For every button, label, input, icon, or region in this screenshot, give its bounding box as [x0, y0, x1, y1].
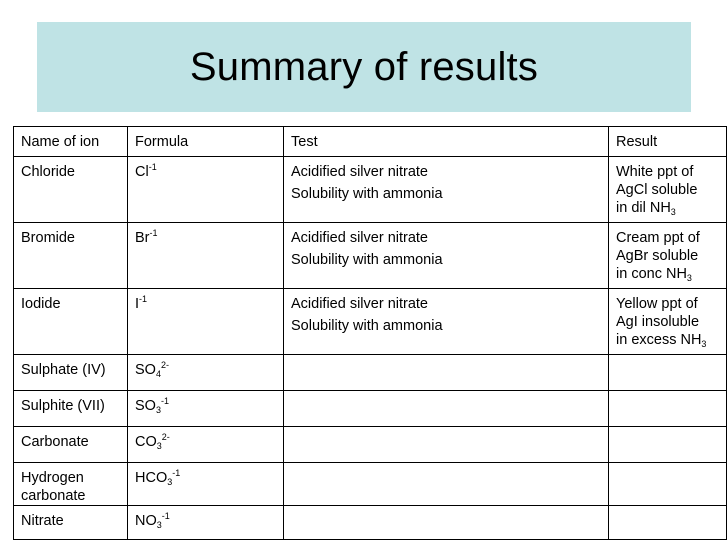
formula-base: Br — [135, 230, 150, 246]
test-cell — [284, 289, 609, 355]
formula-base: HCO — [135, 470, 168, 486]
formula-base: SO — [135, 398, 156, 414]
ion-name-cell: Sulphite (VII) — [14, 391, 128, 427]
result-cell — [609, 223, 727, 289]
formula-cell — [128, 506, 284, 540]
test-line: Acidified silver nitrate — [291, 296, 428, 312]
formula-base: Cl — [135, 164, 149, 180]
formula-subscript: 3 — [156, 441, 162, 451]
table-row — [14, 289, 727, 355]
formula-charge: -1 — [149, 228, 158, 238]
ion-name-cell: Bromide — [14, 223, 128, 289]
test-line: Solubility with ammonia — [291, 186, 443, 202]
table-row — [14, 463, 727, 506]
formula-charge: 2- — [161, 432, 170, 442]
ion-name-cell: Sulphate (IV) — [14, 355, 128, 391]
ion-name-cell: Chloride — [14, 157, 128, 223]
table-row — [14, 355, 727, 391]
table-row — [14, 157, 727, 223]
test-line: Acidified silver nitrate — [291, 164, 428, 180]
table-row — [14, 223, 727, 289]
header-result: Result — [609, 127, 727, 157]
formula-subscript: 4 — [155, 369, 161, 379]
ion-name-cell: Nitrate — [14, 506, 128, 540]
results-table — [13, 126, 727, 540]
formula-cell — [128, 289, 284, 355]
result-cell — [609, 463, 727, 506]
formula-base: I — [135, 296, 140, 312]
formula-cell — [128, 391, 284, 427]
result-line: in dil $NH_3$ — [616, 200, 676, 217]
result-cell — [609, 391, 727, 427]
formula-cell — [128, 355, 284, 391]
test-cell — [284, 463, 609, 506]
formula-subscript: 3 — [156, 520, 162, 530]
result-cell — [609, 157, 727, 223]
formula-charge: -1 — [172, 468, 181, 478]
page-title: Summary of results — [189, 44, 539, 89]
result-line: AgI insoluble — [616, 314, 700, 330]
result-line: Cream ppt of — [616, 230, 700, 246]
test-cell — [284, 355, 609, 391]
result-cell — [609, 427, 727, 463]
formula-charge: -1 — [139, 294, 148, 304]
formula-subscript: 3 — [167, 477, 173, 487]
formula-base: NO — [135, 513, 157, 529]
formula-cell — [128, 463, 284, 506]
formula-charge: 2- — [160, 360, 169, 370]
result-cell — [609, 506, 727, 540]
ion-name-line: Hydrogen — [21, 470, 84, 486]
formula-charge: -1 — [161, 511, 170, 521]
formula-charge: -1 — [148, 162, 157, 172]
table-header-row — [14, 127, 727, 157]
result-line: Yellow ppt of — [616, 296, 698, 312]
result-line: in conc $NH_3$ — [616, 266, 692, 283]
test-cell — [284, 157, 609, 223]
formula-base: CO — [135, 434, 157, 450]
formula-cell — [128, 427, 284, 463]
test-line: Acidified silver nitrate — [291, 230, 428, 246]
formula-charge: -1 — [160, 396, 169, 406]
test-line: Solubility with ammonia — [291, 318, 443, 334]
ion-name-cell: Carbonate — [14, 427, 128, 463]
test-cell — [284, 506, 609, 540]
result-line: AgCl soluble — [616, 182, 698, 198]
header-formula: Formula — [128, 127, 284, 157]
test-line: Solubility with ammonia — [291, 252, 443, 268]
ion-name-cell: Iodide — [14, 289, 128, 355]
formula-subscript: 3 — [155, 405, 161, 415]
result-line: AgBr soluble — [616, 248, 699, 264]
ion-name-line: carbonate — [21, 488, 86, 504]
result-line: in excess $NH_3$ — [616, 332, 707, 349]
formula-cell — [128, 157, 284, 223]
result-cell — [609, 289, 727, 355]
ion-name-cell — [14, 463, 128, 506]
title-banner — [37, 22, 691, 112]
formula-cell — [128, 223, 284, 289]
test-cell — [284, 391, 609, 427]
formula-base: SO — [135, 362, 156, 378]
table-row — [14, 427, 727, 463]
test-cell — [284, 427, 609, 463]
header-test: Test — [284, 127, 609, 157]
result-line: White ppt of — [616, 164, 694, 180]
test-cell — [284, 223, 609, 289]
result-cell — [609, 355, 727, 391]
table-row — [14, 506, 727, 540]
table-row — [14, 391, 727, 427]
header-name-of-ion: Name of ion — [14, 127, 128, 157]
